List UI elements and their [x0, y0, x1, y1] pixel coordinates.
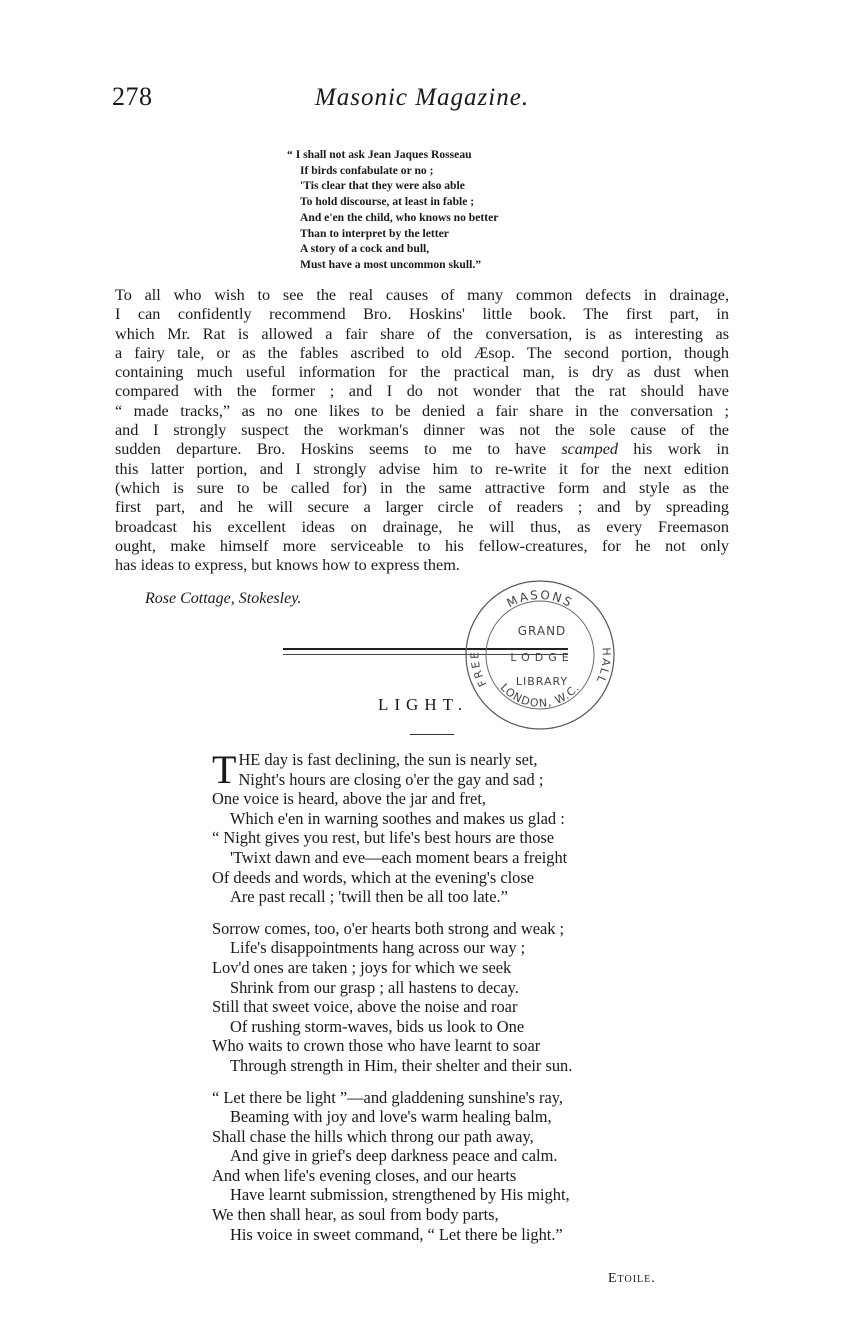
- poem-line: 'Twixt dawn and eve—each moment bears a freight: [230, 847, 568, 867]
- poem-line: Which e'en in warning soothes and makes us glad :: [230, 808, 565, 828]
- body-line: which Mr. Rat is allowed a fair share of the conversation, is as interesting as: [115, 324, 729, 343]
- drop-cap: T: [212, 747, 237, 792]
- stamp-ring-bottom: LONDON, W.C.: [497, 681, 583, 710]
- poem-line: And give in grief's deep darkness peace and calm.: [230, 1146, 558, 1166]
- quote-line: Than to interpret by the letter: [300, 226, 449, 240]
- poem-line: “ Night gives you rest, but life's best hours are those: [212, 828, 555, 848]
- poem-line: Lov'd ones are taken ; joys for which we seek: [212, 957, 512, 977]
- quote-line: 'Tis clear that they were also able: [300, 179, 465, 193]
- body-line: I can confidently recommend Bro. Hoskins' little book. The first part, in: [115, 305, 729, 324]
- body-line: sudden departure. Bro. Hoskins seems to me to have scamped his work in: [115, 440, 729, 459]
- body-line: broadcast his excellent ideas on drainage, he will thus, as every Freemason: [115, 517, 729, 536]
- quote-line: To hold discourse, at least in fable ;: [300, 195, 475, 209]
- stamp-line-grand: GRAND: [517, 624, 567, 638]
- body-line: and I strongly suspect the workman's dinner was not the sole cause of the: [115, 421, 729, 440]
- poem-line: Beaming with joy and love's warm healing balm,: [230, 1107, 552, 1127]
- poem-stanza: [212, 1088, 572, 1245]
- running-title: Masonic Magazine.: [314, 84, 530, 111]
- body-line: (which is sure to be called for) in the same attractive form and style as the: [115, 478, 729, 497]
- body-line: this latter portion, and I strongly advise him to re-write it for the next edition: [115, 459, 729, 478]
- quote-line: Must have a most uncommon skull.”: [300, 257, 482, 271]
- poem-body: [212, 747, 573, 1256]
- article-body: [115, 286, 729, 575]
- quote-line: And e'en the child, who knows no better: [300, 210, 499, 224]
- title-rule: [410, 734, 454, 735]
- poem-line: Are past recall ; 'twill then be all too late.”: [230, 887, 508, 907]
- body-line: “ made tracks,” as no one likes to be denied a fair share in the conversation ;: [115, 401, 729, 420]
- poem-line: Through strength in Him, their shelter and their sun.: [230, 1055, 573, 1075]
- poem-line: Shrink from our grasp ; all hastens to decay.: [230, 977, 519, 997]
- poem-line: Have learnt submission, strengthened by His might,: [230, 1185, 570, 1205]
- poem-title: LIGHT.: [378, 695, 468, 714]
- quote-line: “ I shall not ask Jean Jaques Rosseau: [287, 148, 472, 161]
- body-line: ought, make himself more serviceable to his fellow-creatures, for he not only: [115, 536, 729, 555]
- body-line: compared with the former ; and I do not wonder that the rat should have: [115, 382, 729, 401]
- poem-line: We then shall hear, as soul from body parts,: [212, 1205, 499, 1225]
- poem-line: “ Let there be light ”—and gladdening sunshine's ray,: [212, 1087, 563, 1107]
- library-stamp-icon: [462, 577, 618, 733]
- poem-line: Of deeds and words, which at the evening's close: [212, 867, 535, 887]
- poem-line: Life's disappointments hang across our way ;: [230, 938, 526, 958]
- body-line: has ideas to express, but knows how to express them.: [115, 556, 460, 575]
- poem-line: One voice is heard, above the jar and fret,: [212, 789, 486, 809]
- signoff-location: Rose Cottage, Stokesley.: [145, 590, 302, 607]
- verse-quote: [287, 147, 498, 273]
- quote-line: A story of a cock and bull,: [300, 242, 430, 256]
- poem-line: His voice in sweet command, “ Let there be light.”: [230, 1224, 563, 1244]
- poem-line-text: HE day is fast declining, the sun is nearly set,: [238, 750, 538, 769]
- poem-line: Of rushing storm-waves, bids us look to One: [230, 1016, 525, 1036]
- stamp-ring-top: MASONS: [504, 587, 576, 611]
- stamp-ring-left: FREE: [468, 649, 490, 689]
- body-line: first part, and he will secure a larger circle of readers ; and by spreading: [115, 498, 729, 517]
- poem-line: Who waits to crown those who have learnt to soar: [212, 1036, 541, 1056]
- stamp-line-library: LIBRARY: [515, 675, 569, 688]
- stamp-line-lodge: LODGE: [510, 651, 574, 664]
- poem-line: Still that sweet voice, above the noise and roar: [212, 997, 518, 1017]
- page-number: 278: [112, 82, 153, 111]
- body-line: a fairy tale, or as the fables ascribed to old Æsop. The second portion, though: [115, 343, 729, 362]
- poem-stanza: [212, 747, 572, 907]
- poem-line: Shall chase the hills which throng our path away,: [212, 1126, 534, 1146]
- poem-line: Sorrow comes, too, o'er hearts both strong and weak ;: [212, 918, 565, 938]
- body-line: To all who wish to see the real causes of many common defects in drainage,: [115, 286, 729, 304]
- stamp-ring-right: HALL: [593, 647, 613, 687]
- poem-stanza: [212, 919, 572, 1076]
- quote-line: If birds confabulate or no ;: [300, 163, 434, 177]
- svg-text:MASONS: [505, 588, 576, 611]
- poem-author: Etoile.: [608, 1271, 656, 1286]
- poem-line: Night's hours are closing o'er the gay and sad ;: [238, 769, 544, 789]
- body-line: containing much useful information for the practical man, is dry as dust when: [115, 363, 729, 382]
- poem-line: And when life's evening closes, and our hearts: [212, 1165, 517, 1185]
